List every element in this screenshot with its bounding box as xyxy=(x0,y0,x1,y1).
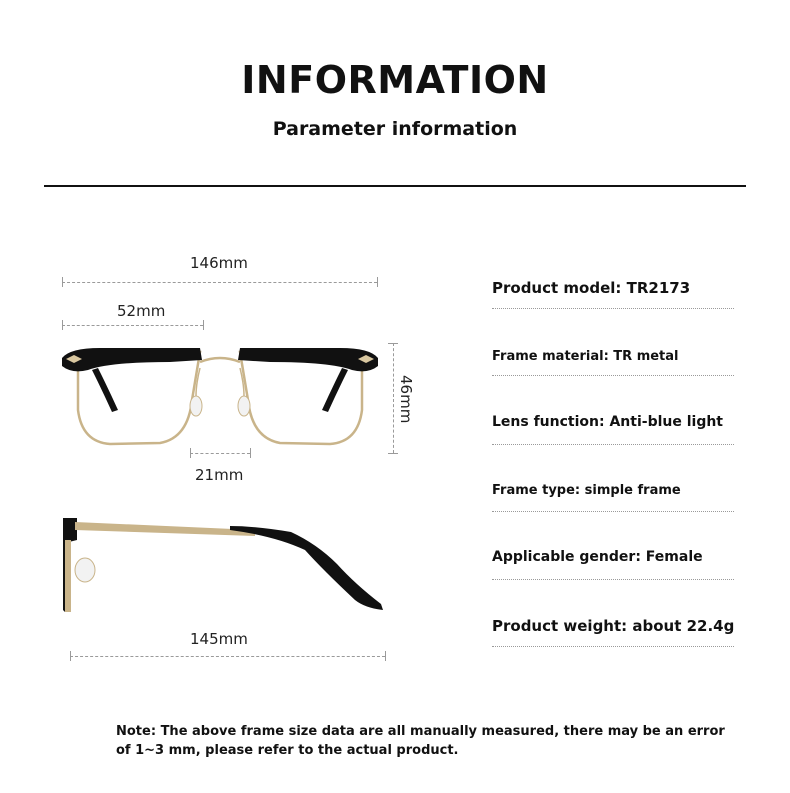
glasses-side-view xyxy=(55,510,395,620)
temple-length-line xyxy=(70,656,385,657)
spec-lens-function: Lens function: Anti-blue light xyxy=(492,414,723,430)
divider xyxy=(44,185,746,187)
lens-height-label: 46mm xyxy=(397,375,415,424)
page-subtitle: Parameter information xyxy=(272,118,518,140)
temple-length-label: 145mm xyxy=(190,630,248,648)
spec-divider xyxy=(492,511,734,512)
lens-width-line xyxy=(62,325,203,326)
lens-width-tick-right xyxy=(203,320,204,330)
total-width-tick-left xyxy=(62,277,63,287)
temple-length-tick-left xyxy=(70,651,71,661)
spec-frame-type: Frame type: simple frame xyxy=(492,483,681,498)
glasses-front-view xyxy=(50,340,390,450)
measurement-note: Note: The above frame size data are all manually measured, there may be an error of 1~3 mm, please refer to the actual product. xyxy=(116,724,725,758)
total-width-line xyxy=(62,282,377,283)
spec-divider xyxy=(492,375,734,376)
bridge-width-line xyxy=(190,453,250,454)
lens-height-tick-bottom xyxy=(388,453,398,454)
bridge xyxy=(200,358,240,362)
right-nose-pad xyxy=(238,396,250,416)
spec-frame-material: Frame material: TR metal xyxy=(492,349,679,364)
bridge-width-tick-left xyxy=(190,448,191,458)
side-temple-tip xyxy=(230,526,383,610)
side-nose-pad xyxy=(75,558,95,582)
side-temple-metal xyxy=(75,522,255,536)
total-width-label: 146mm xyxy=(190,254,248,272)
spec-product-model: Product model: TR2173 xyxy=(492,279,691,297)
temple-length-tick-right xyxy=(385,651,386,661)
spec-divider xyxy=(492,444,734,445)
spec-divider xyxy=(492,579,734,580)
left-nose-pad xyxy=(190,396,202,416)
bridge-width-label: 21mm xyxy=(195,466,244,484)
bridge-width-tick-right xyxy=(250,448,251,458)
lens-width-tick-left xyxy=(62,320,63,330)
total-width-tick-right xyxy=(377,277,378,287)
spec-product-weight: Product weight: about 22.4g xyxy=(492,617,735,635)
spec-divider xyxy=(492,646,734,647)
spec-applicable-gender: Applicable gender: Female xyxy=(492,549,703,565)
spec-divider xyxy=(492,308,734,309)
lens-width-label: 52mm xyxy=(117,302,166,320)
lens-height-line xyxy=(393,343,394,453)
page-title: INFORMATION xyxy=(241,58,549,102)
